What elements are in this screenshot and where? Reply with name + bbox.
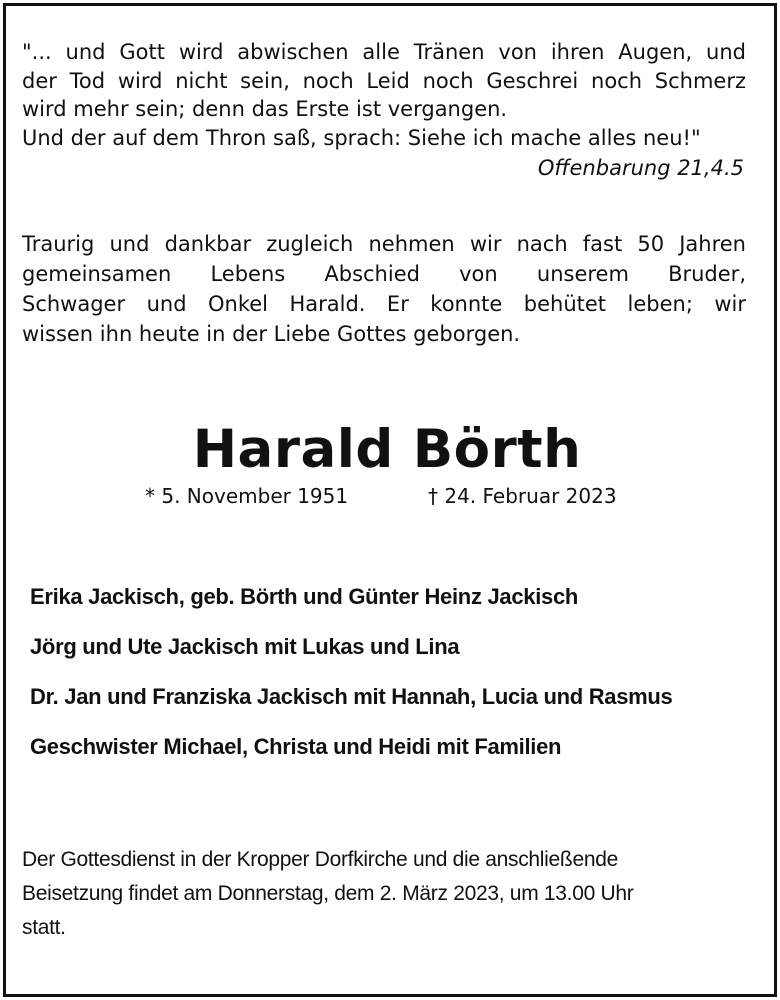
service-line: Beisetzung findet am Donnerstag, dem 2. März 2023, um 13.00 Uhr	[22, 882, 634, 905]
service-line: statt.	[22, 916, 66, 939]
family-member-line: Jörg und Ute Jackisch mit Lukas und Lina	[30, 634, 460, 659]
intro-line: wissen ihn heute in der Liebe Gottes geborgen.	[22, 322, 521, 346]
intro-text	[22, 229, 746, 349]
quote-line: der Tod wird nicht sein, noch Leid noch Geschrei noch Schmerz	[22, 68, 746, 93]
service-info	[22, 843, 758, 945]
intro-line: Traurig und dankbar zugleich nehmen wir nach fast 50 Jahren	[22, 232, 746, 256]
family-list	[30, 585, 750, 785]
quote-line: "... und Gott wird abwischen alle Tränen von ihren Augen, und	[22, 40, 746, 64]
deceased-name: Harald Börth	[192, 419, 582, 480]
quote-line: Und der auf dem Thron saß, sprach: Siehe ich mache alles neu!"	[22, 125, 701, 150]
family-member-line: Dr. Jan und Franziska Jackisch mit Hannah, Lucia und Rasmus	[30, 684, 673, 709]
family-member-line: Geschwister Michael, Christa und Heidi mit Familien	[30, 734, 562, 759]
intro-line: Schwager und Onkel Harald. Er konnte behütet leben; wir	[22, 292, 746, 316]
birth-date: * 5. November 1951	[145, 484, 349, 508]
bible-quote	[22, 38, 746, 183]
quote-source: Offenbarung 21,4.5	[537, 156, 744, 180]
death-date: † 24. Februar 2023	[428, 484, 617, 508]
service-line: Der Gottesdienst in der Kropper Dorfkirche und die anschließende	[22, 848, 618, 871]
quote-line: wird mehr sein; denn das Erste ist vergangen.	[22, 97, 508, 121]
intro-line: gemeinsamen Lebens Abschied von unserem Bruder,	[22, 262, 746, 286]
family-member-line: Erika Jackisch, geb. Börth und Günter Heinz Jackisch	[30, 584, 579, 609]
